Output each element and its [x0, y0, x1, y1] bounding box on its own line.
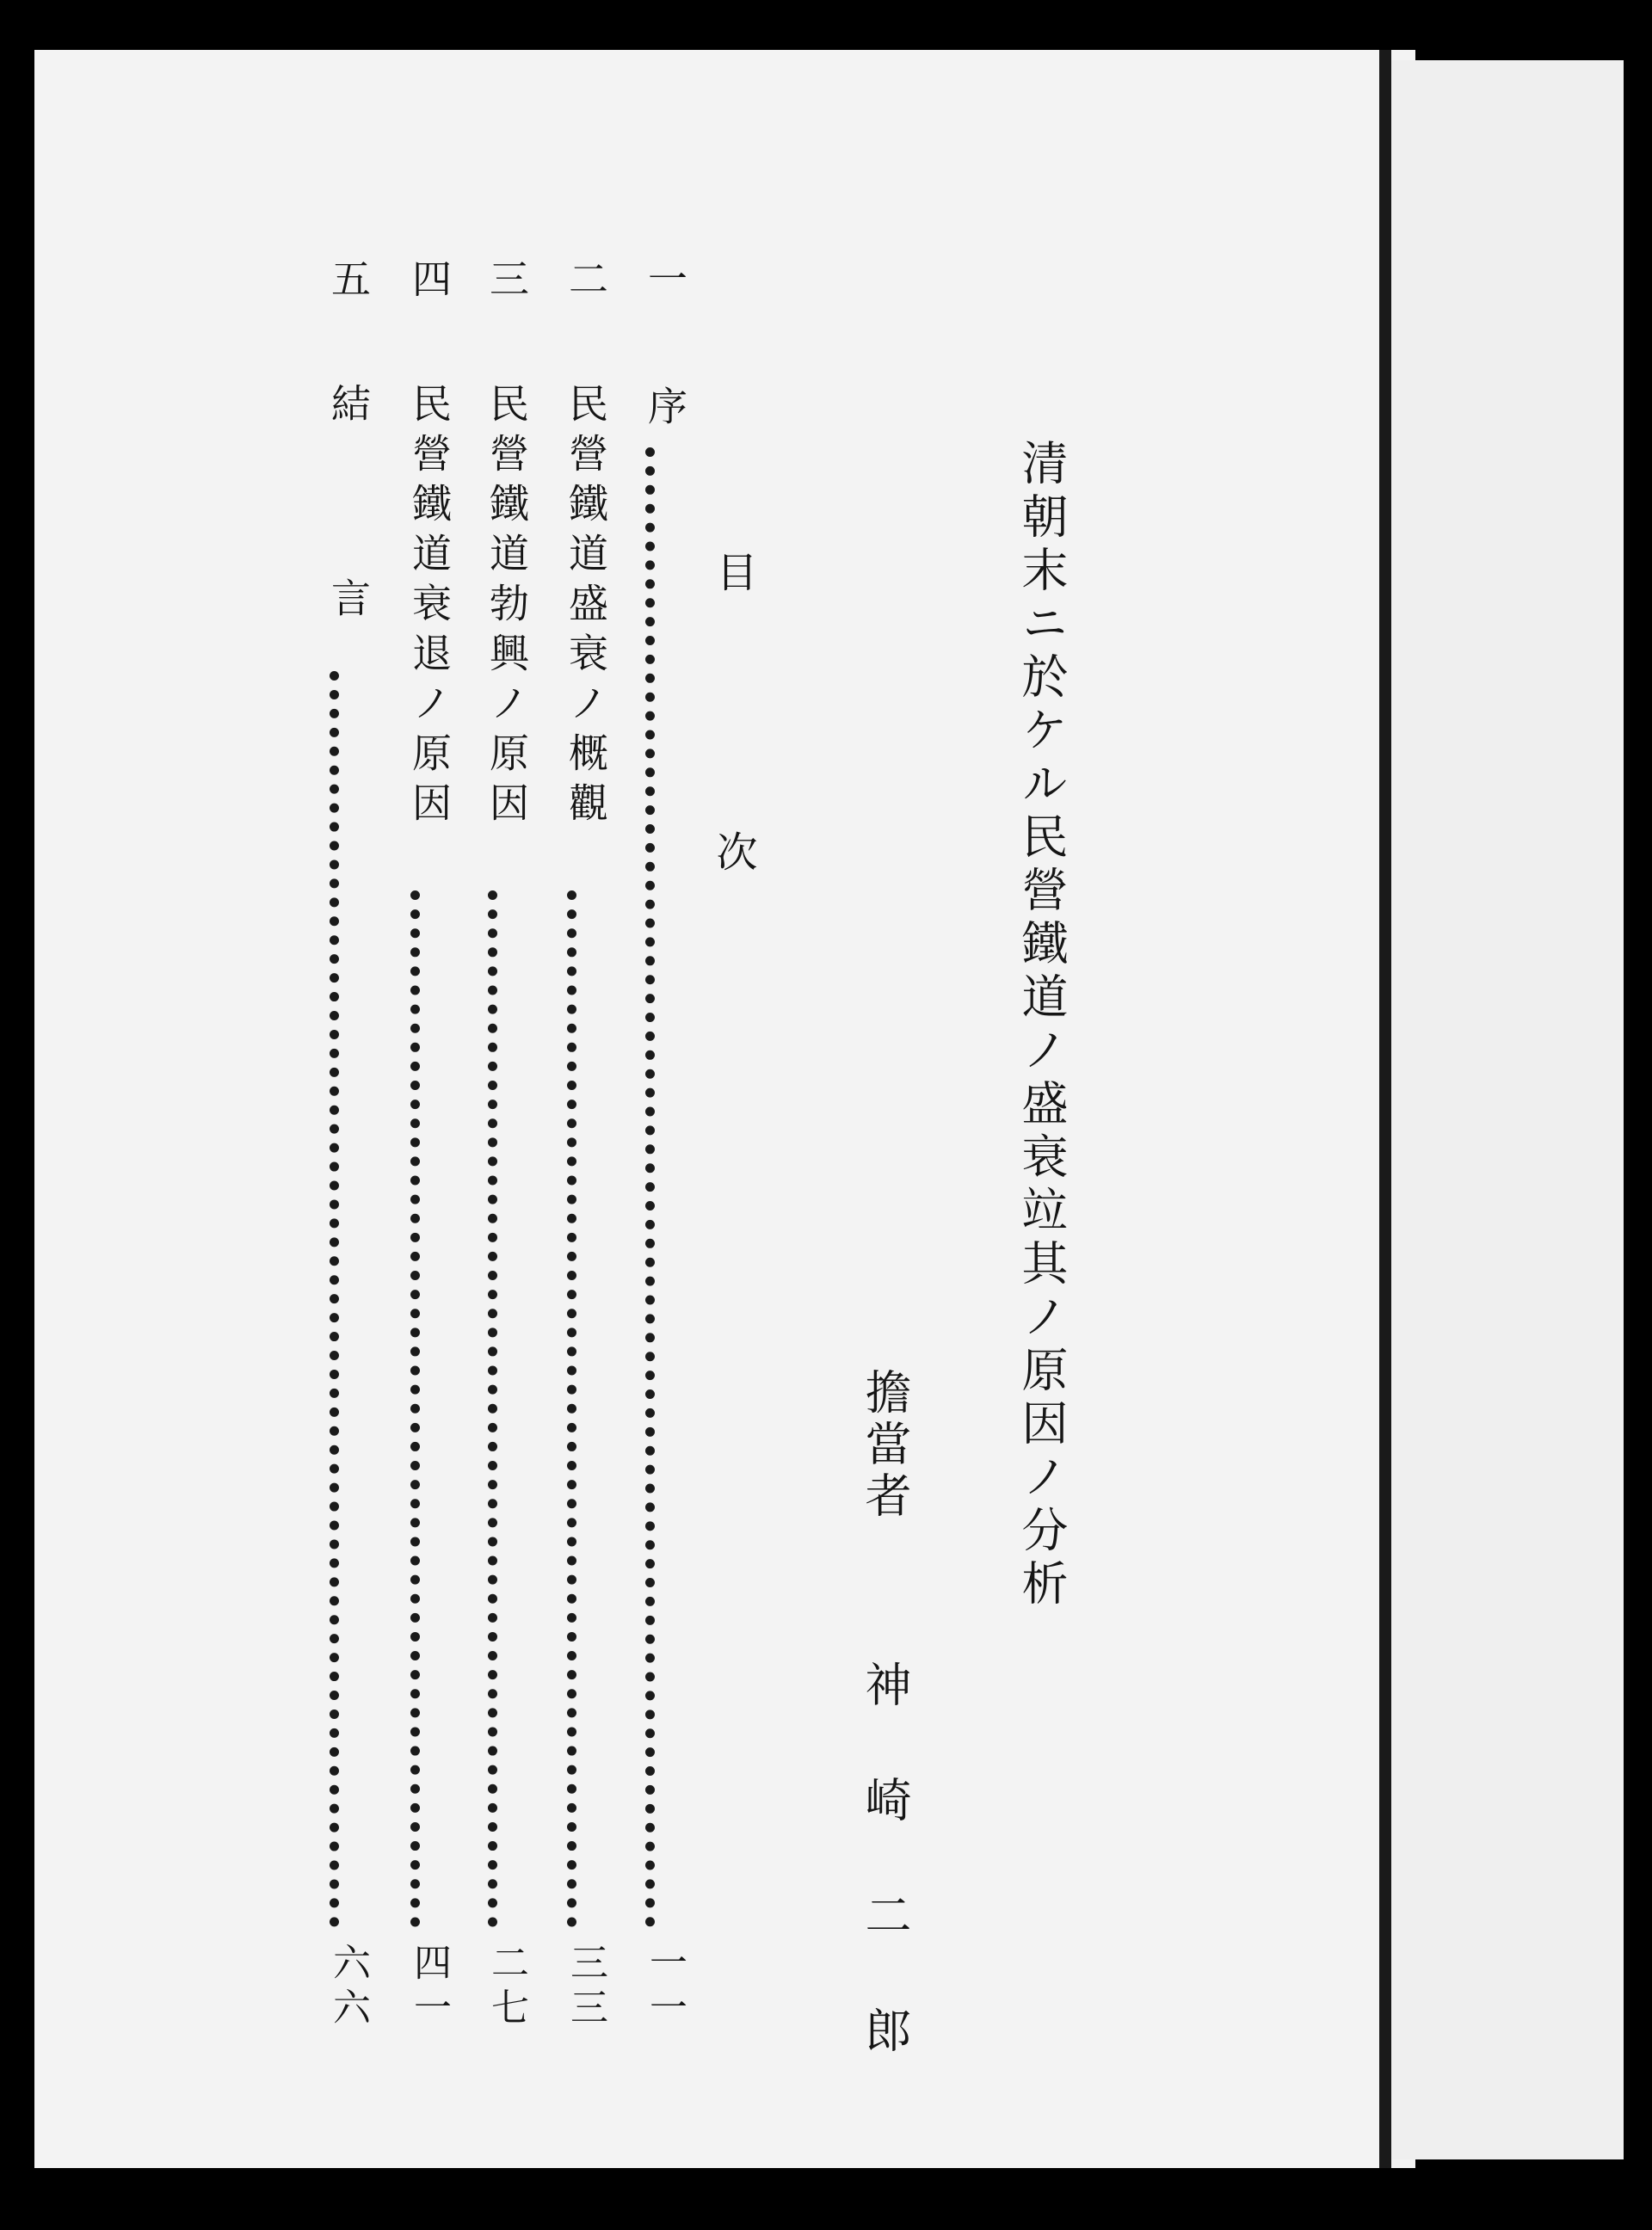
contents-heading-first: 目 [709, 551, 757, 592]
toc-entry-title: 序 [642, 385, 688, 435]
toc-leader-dots [410, 890, 432, 1927]
toc-leader-dots [645, 447, 667, 1927]
toc-entry-page: 二七 [484, 1943, 528, 2032]
author-role: 擔當者 [858, 1368, 912, 1523]
document-title: 清朝末ニ於ケル民營鐵道ノ盛衰竝其ノ原因ノ分析 [1014, 439, 1069, 1612]
toc-entry-page: 一一 [643, 1943, 687, 2032]
toc-entry-number: 三 [484, 258, 530, 298]
toc-entry-page: 六六 [326, 1943, 370, 2032]
toc-entry-title: 結言 [325, 383, 372, 772]
toc-entry-number: 二 [563, 258, 609, 298]
toc-entry-title: 民營鐵道衰退ノ原因 [406, 383, 453, 832]
toc-entry-page: 三三 [564, 1943, 607, 2032]
book-page [34, 50, 1415, 2168]
toc-entry-title: 民營鐵道勃興ノ原因 [484, 383, 530, 832]
toc-leader-dots [567, 890, 589, 1927]
toc-entry-number: 四 [406, 258, 453, 298]
toc-leader-dots [330, 671, 351, 1927]
toc-entry-page: 四一 [407, 1943, 451, 2032]
toc-entry-title: 民營鐵道盛衰ノ概觀 [563, 383, 609, 832]
toc-entry-number: 五 [325, 258, 372, 298]
author-name: 神崎二郎 [858, 1660, 912, 2122]
toc-entry-number: 一 [642, 258, 688, 298]
contents-heading-second: 次 [709, 830, 757, 872]
page-gutter [1379, 50, 1391, 2168]
facing-page-edge [1391, 60, 1624, 2159]
toc-leader-dots [488, 890, 509, 1927]
